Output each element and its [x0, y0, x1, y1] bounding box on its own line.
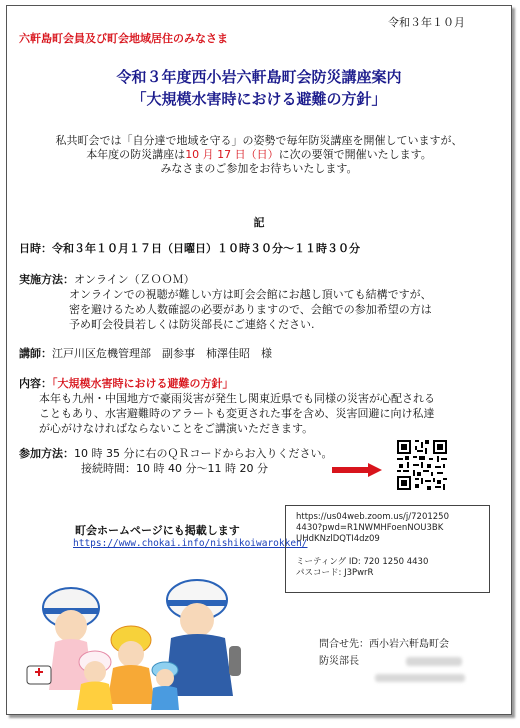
method-note-2: 密を避けるため人数確認の必要がありますので、会館での参加希望の方は [69, 303, 432, 316]
contact-org: 問合せ先：西小岩六軒島町会 [319, 639, 449, 650]
join-value: 10 時 35 分に右のＱＲコードからお入りください。 [74, 447, 333, 460]
red-arrow-icon [332, 463, 382, 477]
page-title: 令和３年度西小岩六軒島町会防災講座案内 [116, 68, 402, 86]
method-row [19, 272, 432, 332]
lecturer-row [19, 346, 272, 361]
intro-line-2 [7, 148, 511, 162]
intro-line-2-pre: 本年度の防災講座は [86, 148, 186, 161]
join-time: 接続時間：10 時 40 分～11 時 20 分 [81, 462, 268, 475]
lecturer-label: 講師： [19, 347, 52, 360]
join-label: 参加方法： [19, 447, 74, 460]
homepage-label: 町会ホームページにも掲載します [75, 524, 240, 537]
addressee: 六軒島町会員及び町会地域居住のみなさま [19, 32, 228, 45]
contact-role: 防災部長 [319, 656, 359, 667]
method-value: オンライン（ＺＯＯＭ） [74, 273, 195, 286]
content-label: 内容： [19, 377, 52, 390]
issue-date: 令和３年１０月 [388, 16, 465, 29]
page-subtitle: 「大規模水害時における避難の方針」 [131, 90, 387, 108]
method-note-3: 予め町会役員若しくは防災部長にご連絡ください. [69, 318, 315, 331]
zoom-passcode: パスコード: J3PwrR [296, 568, 374, 578]
ki-heading: 記 [253, 216, 265, 229]
intro-line-3: みなさまのご参加をお待ちいたします。 [160, 162, 358, 175]
intro-line-1: 私共町会では「自分達で地域を守る」の姿勢で毎年防災講座を開催していますが、 [55, 134, 463, 147]
datetime-label: 日時： [19, 242, 52, 255]
content-title: 「大規模水害時における避難の方針」 [52, 377, 234, 390]
content-line-1: 本年も九州・中国地方で豪雨災害が発生し関東近県でも同様の災害が心配される [39, 392, 435, 405]
zoom-url-line-3[interactable]: UHdKNzlDQTI4dz09 [296, 534, 380, 544]
content-line-3: が心がけなければならないことをご講演いただきます。 [39, 422, 314, 435]
join-row [19, 446, 332, 476]
zoom-url-line-2[interactable]: 4430?pwd=R1NWMHFoenNOU3BK [296, 523, 444, 533]
datetime-value: 令和３年１０月１７日（日曜日）１０時３０分～１１時３０分 [52, 242, 360, 255]
intro-line-2-post: に次の要領で開催いたします。 [278, 148, 432, 161]
content-row [19, 376, 435, 436]
qr-code-icon[interactable] [397, 440, 447, 490]
intro-text [7, 134, 511, 176]
homepage-link[interactable]: https://www.chokai.info/nishikoiwarokken/ [73, 538, 308, 549]
content-line-2: こともあり、水害避難時のアラートも変更された事を含め、災害回避に向け私達 [39, 407, 435, 420]
contact-block [319, 636, 465, 687]
event-date-highlight: 10 月 17 日（日） [185, 148, 279, 161]
redacted-name [406, 657, 462, 666]
zoom-url-line-1[interactable]: https://us04web.zoom.us/j/7201250 [296, 512, 449, 522]
datetime-row [19, 241, 360, 256]
method-label: 実施方法： [19, 273, 74, 286]
flyer-page [6, 5, 512, 715]
lecturer-value: 江戸川区危機管理部 副参事 柿澤佳昭 様 [52, 347, 272, 360]
zoom-info-box [285, 505, 490, 593]
zoom-meeting-id: ミーティング ID: 720 1250 4430 [296, 557, 429, 567]
family-helmets-illustration [19, 574, 259, 714]
redacted-phone [375, 674, 465, 682]
method-note-1: オンラインでの視聴が難しい方は町会会館にお越し頂いても結構ですが、 [69, 288, 432, 301]
